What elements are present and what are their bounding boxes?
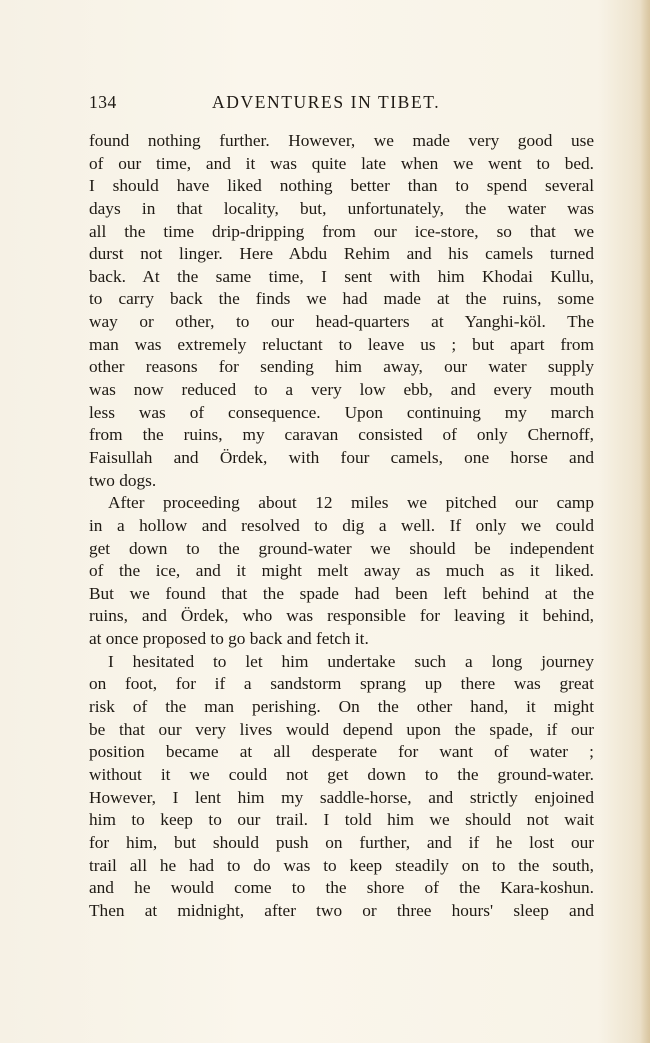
text-line: Then at midnight, after two or three hours' sleep and <box>89 900 594 920</box>
text-line: risk of the man perishing. On the other hand, it might <box>89 697 594 717</box>
text-line: at once proposed to go back and fetch it. <box>89 629 369 649</box>
text-line: two dogs. <box>89 470 157 490</box>
text-line: After proceeding about 12 miles we pitched our camp <box>108 493 594 513</box>
body-text <box>89 130 594 922</box>
text-line: found nothing further. However, we made very good use <box>89 131 594 150</box>
text-line: But we found that the spade had been left behind at the <box>89 583 594 603</box>
text-line: days in that locality, but, unfortunately, the water was <box>89 198 594 218</box>
text-line: Faisullah and Ördek, with four camels, one horse and <box>89 447 594 467</box>
text-line: I should have liked nothing better than to spend several <box>89 176 594 196</box>
running-title: ADVENTURES IN TIBET. <box>212 92 441 112</box>
text-line: in a hollow and resolved to dig a well. If only we could <box>89 515 594 535</box>
text-line: I hesitated to let him undertake such a long journey <box>108 651 594 671</box>
running-header <box>89 92 594 116</box>
text-line: position became at all desperate for want of water ; <box>89 742 594 762</box>
text-line: man was extremely reluctant to leave us ; but apart from <box>89 334 594 354</box>
text-line: durst not linger. Here Abdu Rehim and his camels turned <box>89 244 594 264</box>
page-edge-shadow <box>640 0 650 1043</box>
text-line: to carry back the finds we had made at the ruins, some <box>89 289 594 309</box>
text-line: all the time drip-dripping from our ice-store, so that we <box>89 221 594 241</box>
text-line: from the ruins, my caravan consisted of only Chernoff, <box>89 425 594 445</box>
text-line: way or other, to our head-quarters at Yanghi-köl. The <box>89 312 594 332</box>
text-line: was now reduced to a very low ebb, and every mouth <box>89 380 594 400</box>
text-line: less was of consequence. Upon continuing my march <box>89 402 594 422</box>
text-line: for him, but should push on further, and if he lost our <box>89 832 594 852</box>
text-line: get down to the ground-water we should be independent <box>89 538 594 558</box>
text-line: without it we could not get down to the ground-water. <box>89 764 594 784</box>
text-line: on foot, for if a sandstorm sprang up there was great <box>89 674 594 694</box>
text-line: However, I lent him my saddle-horse, and strictly enjoined <box>89 787 594 807</box>
text-line: other reasons for sending him away, our water supply <box>89 357 594 377</box>
text-line: ruins, and Ördek, who was responsible for leaving it behind, <box>89 606 594 626</box>
text-line: of the ice, and it might melt away as much as it liked. <box>89 561 594 581</box>
page-number: 134 <box>89 92 117 112</box>
text-line: trail all he had to do was to keep steadily on to the south, <box>89 855 594 875</box>
text-line: be that our very lives would depend upon the spade, if our <box>89 719 594 739</box>
text-line: and he would come to the shore of the Kara-koshun. <box>89 878 594 898</box>
text-line: of our time, and it was quite late when we went to bed. <box>89 153 594 173</box>
text-line: him to keep to our trail. I told him we should not wait <box>89 810 594 830</box>
text-line: back. At the same time, I sent with him Khodai Kullu, <box>89 266 594 286</box>
